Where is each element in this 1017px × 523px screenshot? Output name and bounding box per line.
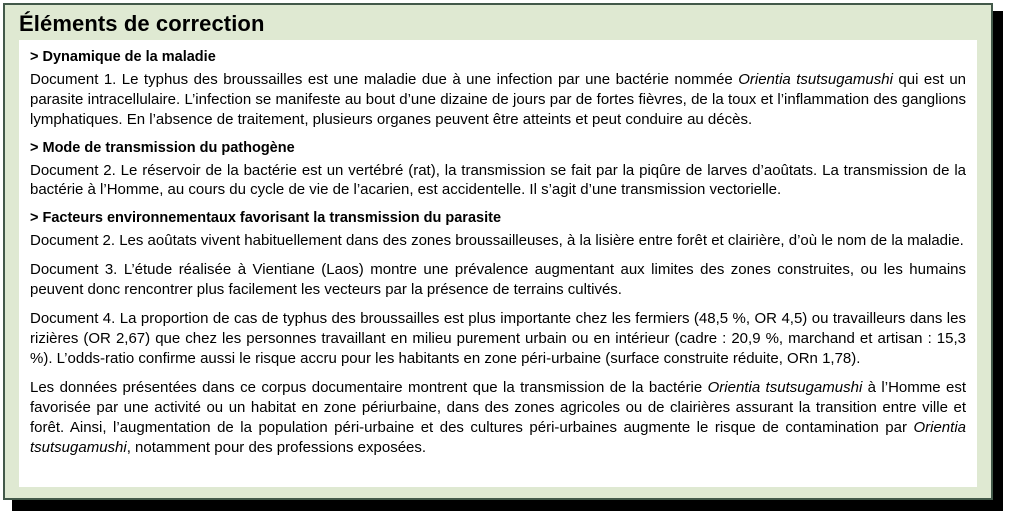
run-text: Les données présentées dans ce corpus documentaire montrent que la transmission de la bactérie (30, 378, 708, 396)
run-text: Document 2. Le réservoir de la bactérie est un vertébré (rat), la transmission se fait par la piqûre de larves d’aoûtats. La transmission de la bactérie à l’Homme, au cours du cycle de vie de l’acarien, est accidentelle. Il s’agit d’une transmission vectorielle. (30, 161, 966, 199)
section-heading-dynamique: > Dynamique de la maladie (30, 49, 216, 65)
run-text: Document 2. Les aoûtats vivent habituellement dans des zones broussailleuses, à la lisière entre forêt et clairière, d’où le nom de la maladie. (30, 232, 964, 250)
run-text: Document 3. L’étude réalisée à Vientiane (Laos) montre une prévalence augmentant aux limites des zones construites, ou les humains peuvent donc rencontrer plus facilement les vecteurs par la présence de terrains cultivés. (30, 261, 966, 299)
run-text: Document 1. Le typhus des broussailles est une maladie due à une infection par une bactérie nommée (30, 70, 739, 88)
run-text: Document 4. La proportion de cas de typhus des broussailles est plus importante chez les fermiers (48,5 %, OR 4,5) ou travailleurs dans les rizières (OR 2,67) que chez les personnes travaillant en milieu purement urbain ou en intérieur (cadre : 20,9 %, marchand et artisan : 15,3 %). L’odds-ratio confirme aussi le risque accru pour les habitants en zone péri-urbaine (surface construite réduite, ORn 1,78). (30, 310, 966, 367)
paragraph-doc4 (30, 309, 966, 369)
content-panel (19, 40, 977, 487)
run-text: , notamment pour des professions exposées. (126, 438, 427, 456)
run-text: à l’Homme est favorisée par une activité ou un habitat en zone périurbaine, dans des zones agricoles ou de clairières assurant la transition entre ville et forêt. Ainsi, l’augmentation de la population péri-urbaine et des cultures péri-urbaines augmente le risque de contamination par (30, 378, 967, 436)
section-heading-mode-transmission: > Mode de transmission du pathogène (30, 139, 295, 156)
paragraph-doc2b (30, 231, 966, 251)
page-title: Éléments de correction (19, 11, 265, 36)
section-heading-facteurs-environnementaux: > Facteurs environnementaux favorisant la transmission du parasite (30, 210, 502, 227)
paragraph-doc2a (30, 161, 966, 201)
run-text: qui est un parasite intracellulaire. L’infection se manifeste au bout d’une dizaine de jours par de fortes fièvres, de la toux et l’inflammation des ganglions lymphatiques. En l’absence de traitement, plusieurs organes peuvent être atteints et peut conduire au décès. (30, 70, 967, 128)
paragraph-doc1 (30, 70, 966, 130)
paragraph-doc3 (30, 260, 966, 300)
run-text-italic: Orientia tsutsugamushi (30, 418, 966, 456)
paragraph-conclusion (30, 378, 966, 458)
run-text-italic: Orientia tsutsugamushi (738, 70, 893, 88)
correction-card (3, 3, 993, 500)
run-text-italic: Orientia tsutsugamushi (707, 378, 863, 396)
